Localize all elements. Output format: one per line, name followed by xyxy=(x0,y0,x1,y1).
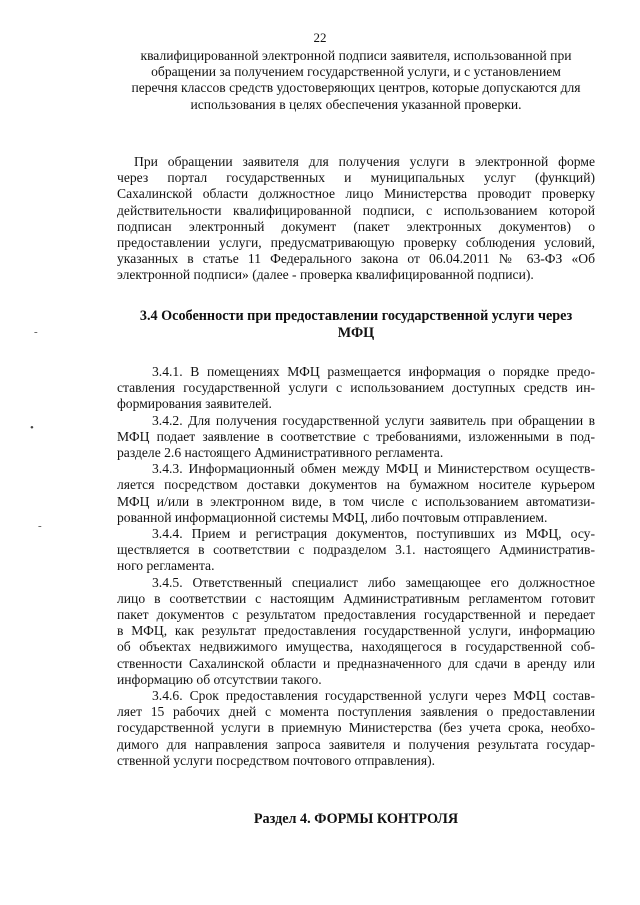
text-line: предоставлении услуги, предусматривающую проверку соблюдения условий, xyxy=(117,235,595,251)
text-line: ществляется в соответствии с подразделом 3.1. настоящего Административ- xyxy=(117,542,595,558)
text-line: разделе 2.6 настоящего Административного регламента. xyxy=(117,445,444,461)
heading-line: МФЦ xyxy=(337,325,375,341)
text-line: обращении за получением государственной услуги, и с установлением xyxy=(151,64,561,80)
text-line: МФЦ подает заявление в соответствие с требованиями, изложенными в под- xyxy=(117,428,595,444)
section-3-4-items xyxy=(117,364,595,769)
text-line: 3.4.1. В помещениях МФЦ размещается информация о порядке предо- xyxy=(152,364,595,379)
text-line: пакет документов с результатом предоставления государственной и передает xyxy=(117,607,595,623)
text-line: 3.4.2. Для получения государственной услуги заявитель при обращении в xyxy=(152,412,595,428)
text-line: формирования заявителей. xyxy=(117,396,272,412)
text-line: 3.4.3. Информационный обмен между МФЦ и Министерством осуществ- xyxy=(152,461,595,477)
text-line: электронной подписи» (далее - проверка квалифицированной подписи). xyxy=(117,267,534,283)
numbered-item xyxy=(117,413,595,462)
text-line: ляет 15 рабочих дней с момента поступления заявления о предоставлении xyxy=(117,704,595,720)
text-line: квалифицированной электронной подписи заявителя, использованной при xyxy=(140,48,572,63)
margin-mark: - xyxy=(34,326,38,338)
text-line: Сахалинской области должностное лицо Министерства проводит проверку xyxy=(117,186,595,202)
intro-paragraph xyxy=(117,48,595,113)
text-line: МФЦ и/или в электронном виде, в том числе с использованием автоматизи- xyxy=(117,493,595,509)
text-line: 3.4.4. Прием и регистрация документов, поступивших из МФЦ, осу- xyxy=(152,526,595,542)
text-line: использования в целях обеспечения указанной проверки. xyxy=(190,96,522,112)
page-number: 22 xyxy=(313,30,327,45)
numbered-item xyxy=(117,526,595,575)
text-line: 3.4.5. Ответственный специалист либо замещающее его должностное xyxy=(152,574,595,590)
numbered-item xyxy=(117,461,595,526)
heading-line: 3.4 Особенности при предоставлении государственной услуги через xyxy=(139,308,573,324)
text-line: лицо в соответствии с настоящим Административным регламентом готовит xyxy=(117,590,595,606)
text-line: ляется посредством доставки документов на бумажном носителе курьером xyxy=(117,477,595,493)
text-line: рованной информационной системы МФЦ, либо почтовым отправлением. xyxy=(117,509,548,525)
text-line: димого для направления запроса заявителя и получения результата государ- xyxy=(117,736,595,752)
text-line: государственной услуги в приемную Министерства (без учета срока, необхо- xyxy=(117,720,595,736)
text-line: действительности квалифицированной подписи, с использованием которой xyxy=(117,202,595,218)
text-line: При обращении заявителя для получения услуги в электронной форме xyxy=(134,154,595,169)
numbered-item xyxy=(117,364,595,413)
text-line: перечня классов средств удостоверяющих центров, которые допускаются для xyxy=(131,80,581,96)
text-line: подписан электронный документ (пакет электронных документов) о xyxy=(117,218,595,234)
text-line: ственной услуги посредством почтового отправления). xyxy=(117,752,435,768)
text-line: в МФЦ, как результат предоставления государственной услуги, информацию xyxy=(117,623,595,639)
text-line: указанных в статье 11 Федерального закона от 06.04.2011 № 63-ФЗ «Об xyxy=(117,251,595,267)
text-line: ного регламента. xyxy=(117,558,215,574)
text-line: ственности Сахалинской области и предназначенного для сдачи в аренду или xyxy=(117,655,595,671)
text-line: ставления государственной услуги с использованием доступных средств ин- xyxy=(117,380,595,396)
margin-mark: • xyxy=(30,422,34,434)
margin-mark: - xyxy=(38,520,42,532)
section-3-4-heading xyxy=(117,308,595,342)
text-line: 3.4.6. Срок предоставления государственной услуги через МФЦ состав- xyxy=(152,688,595,704)
text-line: через портал государственных и муниципальных услуг (функций) xyxy=(117,170,595,186)
section-4-heading xyxy=(117,811,595,828)
e-signature-paragraph xyxy=(117,154,595,284)
text-line: информацию об отсутствии такого. xyxy=(117,671,322,687)
text-line: об объектах недвижимого имущества, находящегося в государственной соб- xyxy=(117,639,595,655)
section-4-title: Раздел 4. ФОРМЫ КОНТРОЛЯ xyxy=(253,811,459,827)
numbered-item xyxy=(117,688,595,769)
numbered-item xyxy=(117,575,595,688)
